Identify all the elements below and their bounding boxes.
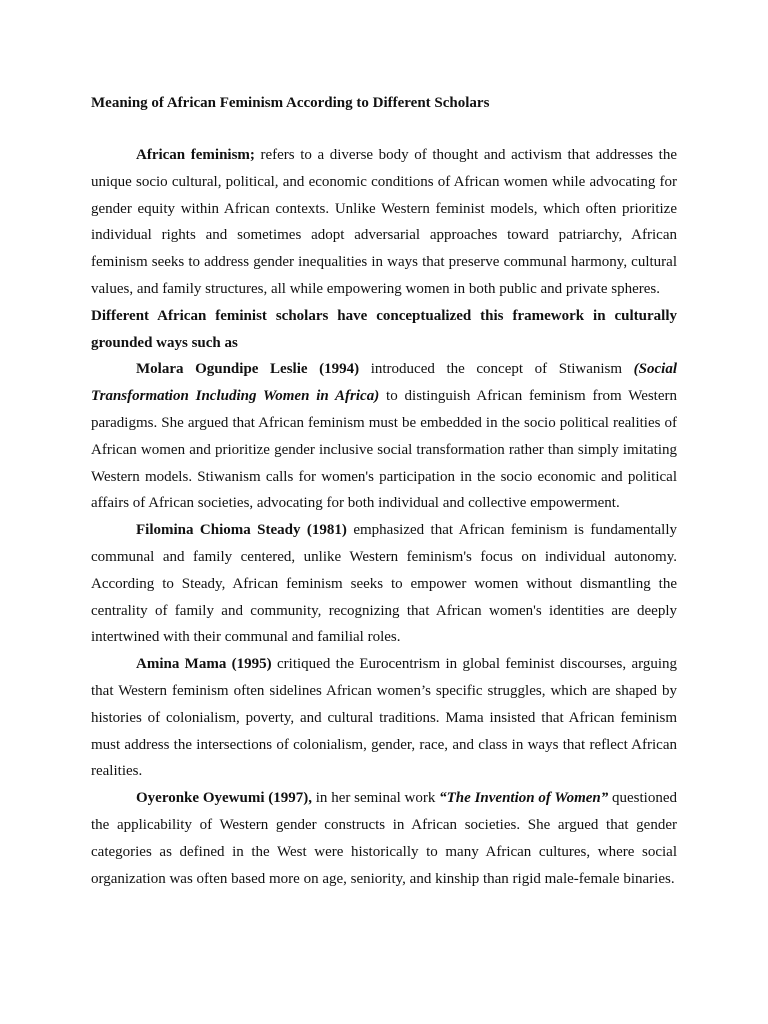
book-title: “The Invention of Women” [439, 790, 609, 807]
scholar-name: Oyeronke Oyewumi (1997), [136, 790, 312, 807]
scholar-text: in her seminal work [312, 790, 440, 807]
scholar-text: to distinguish African feminism from Western paradigms. She argued that African feminism must be embedded in the socio political realities of African women and prioritize gender inclusive social transformation rather than simply imitating Western models. Stiwanism calls for women's participation in the socio economic and political affairs of African societies, advocating for both individual and collective empowerment. [91, 388, 678, 512]
intro-paragraph [91, 142, 677, 303]
scholar-text: emphasized that African feminism is fundamentally communal and family centered, unlike Western feminism's focus on individual autonomy. According to Steady, African feminism seeks to empower women without dismantling the centrality of family and community, recognizing that African women's identities are deeply intertwined with their communal and familial roles. [91, 522, 677, 646]
scholar-text: critiqued the Eurocentrism in global feminist discourses, arguing that Western feminism often sidelines African women’s specific struggles, which are shaped by histories of colonialism, poverty, and cultural traditions. Mama insisted that African feminism must address the intersections of colonialism, gender, race, and class in ways that reflect African realities. [91, 656, 677, 780]
scholar-text: introduced the concept of Stiwanism [359, 361, 634, 378]
document-title: Meaning of African Feminism According to Different Scholars [91, 95, 490, 111]
scholar-paragraph-oyewumi [91, 785, 677, 892]
lead-in-paragraph: Different African feminist scholars have conceptualized this framework in culturally grounded ways such as [91, 307, 677, 351]
scholar-paragraph-ogundipe-leslie [91, 356, 677, 517]
intro-term: African feminism; [136, 147, 255, 163]
scholar-name: Molara Ogundipe Leslie (1994) [136, 361, 360, 378]
scholar-name: Amina Mama (1995) [136, 656, 272, 673]
scholar-paragraph-mama [91, 651, 677, 785]
scholar-paragraph-steady [91, 517, 677, 651]
document-page [91, 90, 677, 892]
intro-text: refers to a diverse body of thought and activism that addresses the unique socio cultural, political, and economic conditions of African women while advocating for gender equity within African contexts. Unlike Western feminist models, which often prioritize individual rights and sometimes adopt adversarial approaches toward patriarchy, African feminism seeks to address gender inequalities in ways that preserve communal harmony, cultural values, and family structures, all while empowering women in both public and private spheres. [91, 147, 677, 297]
scholar-name: Filomina Chioma Steady (1981) [136, 522, 347, 539]
scholar-text: questioned the applicability of Western gender constructs in African societies. She argued that gender categories as defined in the West were historically to many African cultures, where social organization was often based more on age, seniority, and kinship than rigid male-female binaries. [91, 790, 677, 887]
stiwanism-expansion: (Social Transformation Including Women in Africa) [91, 361, 677, 405]
